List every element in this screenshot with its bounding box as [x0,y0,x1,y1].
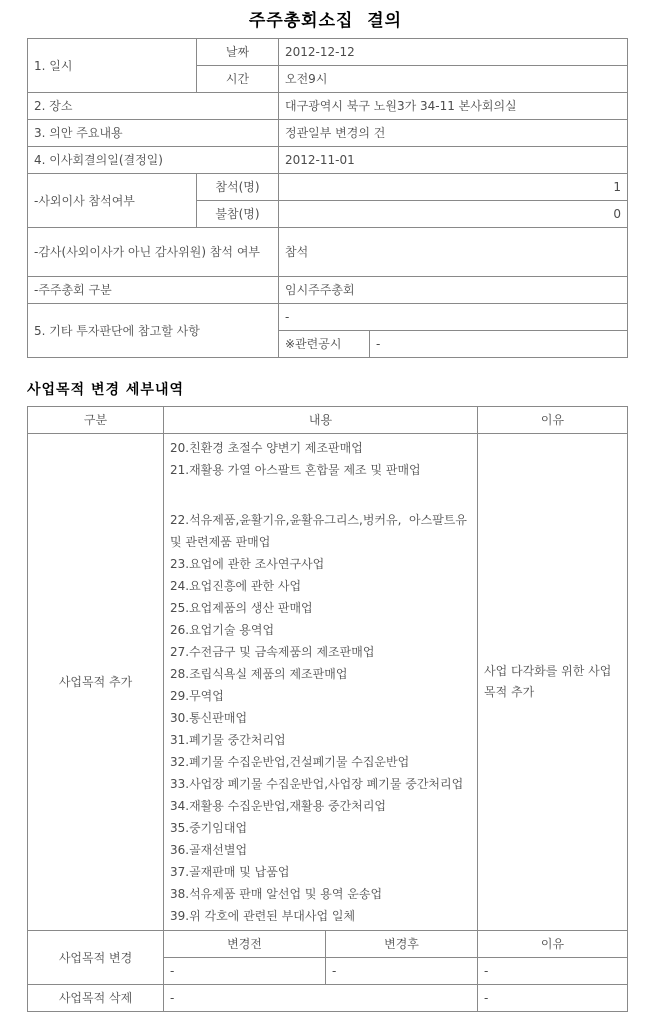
row-business-deletion [28,985,628,1012]
cell-related-disclosure-label: ※관련공시 [279,331,370,358]
row-business-header [28,407,628,434]
business-item: 33.사업장 폐기물 수집운반업,사업장 폐기물 중간처리업 [170,777,464,791]
business-item: 23.요업에 관한 조사연구사업 [170,557,325,571]
cell-etc-label: 5. 기타 투자판단에 참고할 사항 [28,304,279,358]
row-auditor [28,228,628,277]
row-attend [28,174,628,201]
cell-agenda-label: 3. 의안 주요내용 [28,120,279,147]
row-meeting-type [28,277,628,304]
cell-agenda-value: 정관일부 변경의 건 [279,120,628,147]
document-title: 주주총회소집 결의 [248,11,403,31]
cell-change-category: 사업목적 변경 [28,931,164,985]
row-date [28,39,628,66]
business-item: 20.친환경 초절수 양변기 제조판매업 [170,441,363,455]
cell-time-label: 시간 [197,66,279,93]
business-item: 30.통신판매업 [170,711,248,725]
business-item: 24.요업진흥에 관한 사업 [170,579,302,593]
business-item: 29.무역업 [170,689,224,703]
business-purpose-table [27,406,628,1012]
cell-meeting-type-value: 임시주주총회 [279,277,628,304]
business-item: 25.요업제품의 생산 판매업 [170,601,313,615]
cell-auditor-label: -감사(사외이사가 아닌 감사위원) 참석 여부 [28,228,279,277]
business-item: 34.재활용 수집운반업,재활용 중간처리업 [170,799,387,813]
cell-deletion-category: 사업목적 삭제 [28,985,164,1012]
cell-board-date-label: 4. 이사회결의일(결정일) [28,147,279,174]
cell-addition-reason: 사업 다각화를 위한 사업목적 추가 [478,434,628,931]
cell-place-value: 대구광역시 북구 노원3가 34-11 본사회의실 [279,93,628,120]
row-business-addition [28,434,628,931]
cell-board-date-value: 2012-11-01 [279,147,628,174]
row-agenda [28,120,628,147]
cell-absent-value: 0 [279,201,628,228]
business-item: 39.위 각호에 관련된 부대사업 일체 [170,909,356,923]
business-item: 22.석유제품,윤활기유,윤활유그리스,벙커유, 아스팔트유 및 관련제품 판매업 [170,513,471,549]
cell-change-before-value: - [164,958,326,985]
cell-header-content: 내용 [164,407,478,434]
cell-place-label: 2. 장소 [28,93,279,120]
row-board-date [28,147,628,174]
row-place [28,93,628,120]
cell-addition-content [164,434,478,931]
cell-time-value: 오전9시 [279,66,628,93]
cell-date-value: 2012-12-12 [279,39,628,66]
business-item: 31.폐기물 중간처리업 [170,733,286,747]
cell-deletion-reason-value: - [478,985,628,1012]
cell-change-before-label: 변경전 [164,931,326,958]
row-etc [28,304,628,331]
cell-change-after-value: - [326,958,478,985]
business-item: 37.골재판매 및 납품업 [170,865,290,879]
business-item: 28.조립식욕실 제품의 제조판매업 [170,667,348,681]
cell-addition-category: 사업목적 추가 [28,434,164,931]
cell-header-category: 구분 [28,407,164,434]
meeting-resolution-table [27,38,628,358]
business-item: 27.수전금구 및 금속제품의 제조판매업 [170,645,375,659]
cell-change-after-label: 변경후 [326,931,478,958]
cell-auditor-value: 참석 [279,228,628,277]
cell-change-reason-value: - [478,958,628,985]
business-item: 32.폐기물 수집운반업,건설폐기물 수집운반업 [170,755,410,769]
business-item: 35.중기임대업 [170,821,248,835]
cell-meeting-type-label: -주주총회 구분 [28,277,279,304]
cell-attend-value: 1 [279,174,628,201]
business-item: 26.요업기술 용역업 [170,623,275,637]
cell-outside-director-label: -사외이사 참석여부 [28,174,197,228]
business-item-blank [170,481,471,509]
cell-date-label: 날짜 [197,39,279,66]
cell-absent-label: 불참(명) [197,201,279,228]
cell-attend-label: 참석(명) [197,174,279,201]
section-title-business-purpose: 사업목적 변경 세부내역 [27,382,184,398]
cell-change-reason-label: 이유 [478,931,628,958]
cell-header-reason: 이유 [478,407,628,434]
business-item: 38.석유제품 판매 알선업 및 용역 운송업 [170,887,383,901]
business-item: 36.골재선별업 [170,843,248,857]
cell-etc-value: - [279,304,628,331]
row-business-change-header [28,931,628,958]
business-item: 21.재활용 가열 아스팔트 혼합물 제조 및 판매업 [170,463,421,477]
cell-deletion-content-value: - [164,985,478,1012]
cell-related-disclosure-value: - [370,331,628,358]
cell-datetime-label: 1. 일시 [28,39,197,93]
